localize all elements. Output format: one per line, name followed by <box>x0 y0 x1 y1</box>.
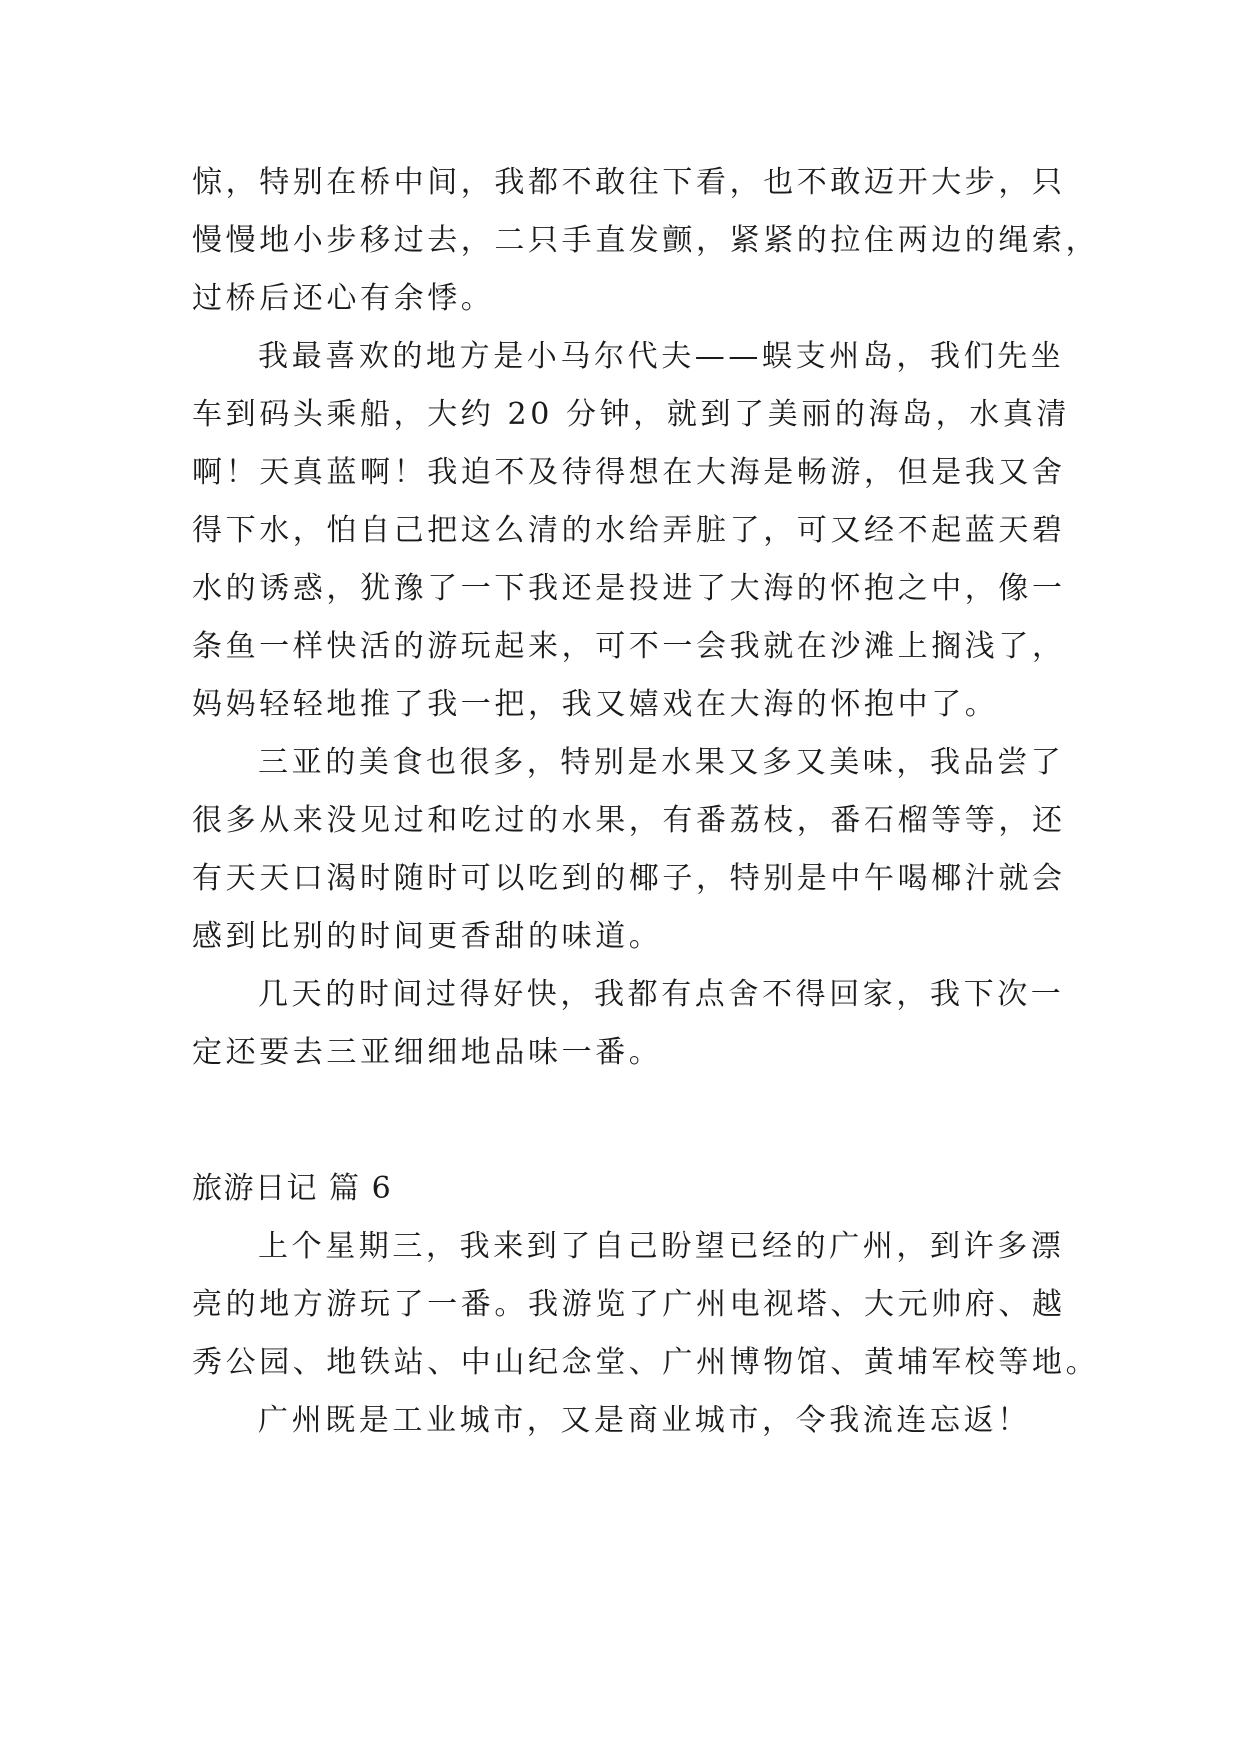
paragraph-start-line: 我最喜欢的地方是小马尔代夫——蜈支州岛，我们先坐 <box>258 339 1065 374</box>
text-line: 水的诱惑，犹豫了一下我还是投进了大海的怀抱之中，像一 <box>192 571 1066 606</box>
text-line: 秀公园、地铁站、中山纪念堂、广州博物馆、黄埔军校等地。 <box>192 1345 1100 1380</box>
text-line: 啊！天真蓝啊！我迫不及待得想在大海是畅游，但是我又舍 <box>192 455 1066 490</box>
article-body-part2 <box>192 1218 1100 1450</box>
text-line: 车到码头乘船，大约 20 分钟，就到了美丽的海岛，水真清 <box>192 397 1071 432</box>
text-line: 条鱼一样快活的游玩起来，可不一会我就在沙滩上搁浅了， <box>192 629 1066 664</box>
text-line: 定还要去三亚细细地品味一番。 <box>192 1035 663 1070</box>
text-line: 有天天口渴时随时可以吃到的椰子，特别是中午喝椰汁就会 <box>192 861 1066 896</box>
text-line: 惊，特别在桥中间，我都不敢往下看，也不敢迈开大步，只 <box>192 165 1066 200</box>
section-title: 旅游日记 篇 6 <box>192 1171 393 1206</box>
text-line: 过桥后还心有余悸。 <box>192 281 495 316</box>
paragraph-start-line: 广州既是工业城市，又是商业城市，令我流连忘返！ <box>258 1403 1031 1438</box>
text-line: 亮的地方游玩了一番。我游览了广州电视塔、大元帅府、越 <box>192 1287 1066 1322</box>
text-line: 妈妈轻轻地推了我一把，我又嬉戏在大海的怀抱中了。 <box>192 687 999 722</box>
paragraph-start-line: 三亚的美食也很多，特别是水果又多又美味，我品尝了 <box>258 745 1065 780</box>
paragraph-start-line: 几天的时间过得好快，我都有点舍不得回家，我下次一 <box>258 977 1065 1012</box>
paragraph-start-line: 上个星期三，我来到了自己盼望已经的广州，到许多漂 <box>258 1229 1065 1264</box>
article-body-part1 <box>192 154 1100 1082</box>
text-line: 很多从来没见过和吃过的水果，有番荔枝，番石榴等等，还 <box>192 803 1066 838</box>
text-line: 得下水，怕自己把这么清的水给弄脏了，可又经不起蓝天碧 <box>192 513 1066 548</box>
text-line: 慢慢地小步移过去，二只手直发颤，紧紧的拉住两边的绳索， <box>192 223 1100 258</box>
text-line: 感到比别的时间更香甜的味道。 <box>192 919 663 954</box>
